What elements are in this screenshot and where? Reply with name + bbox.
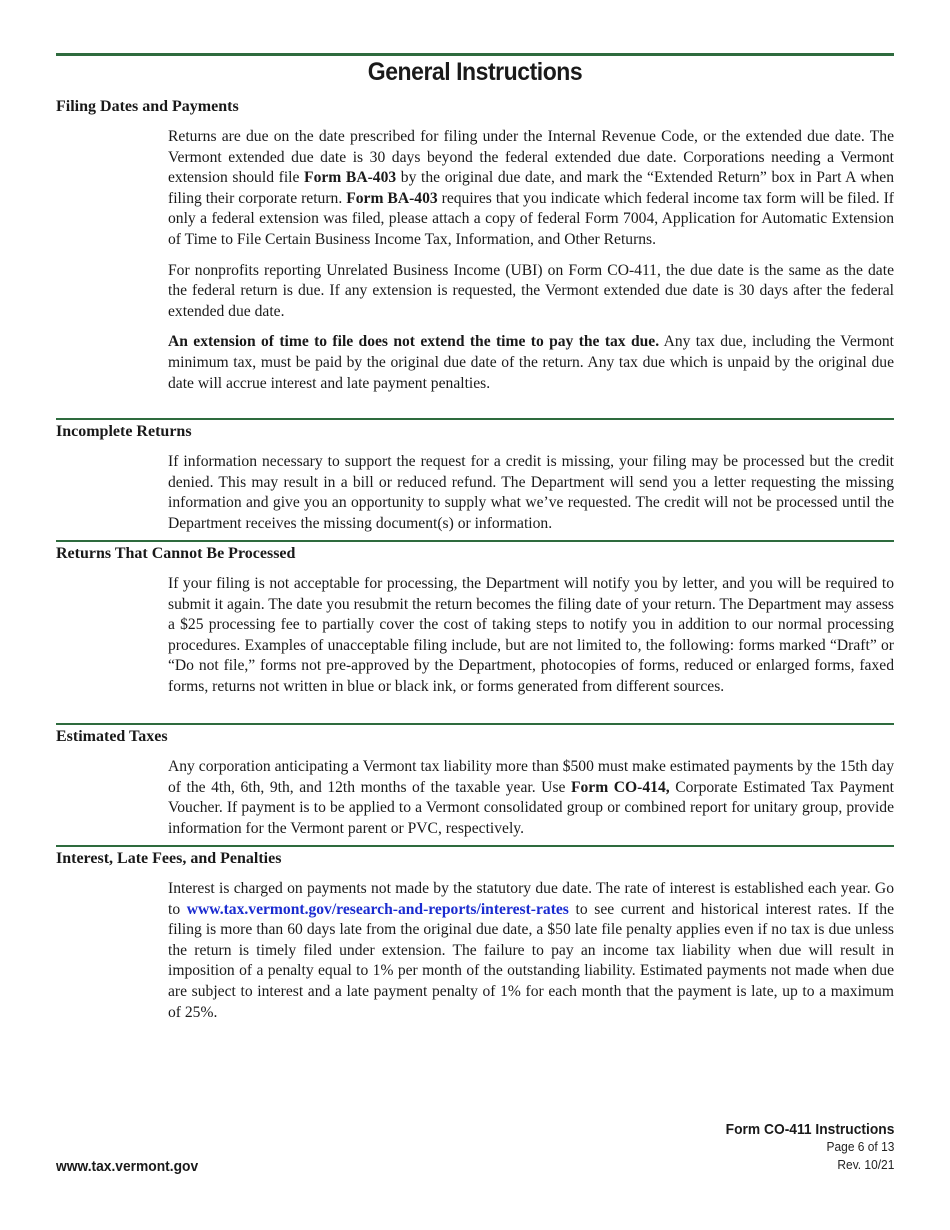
interest-rates-link[interactable]: www.tax.vermont.gov/research-and-reports/interest-rates	[186, 900, 569, 918]
text-run: by the original due date, and mark the “Extended Return” box in Part A when filing their corporate return.	[168, 169, 894, 207]
paragraph: If information necessary to support the request for a credit is missing, your filing may be processed but the credit denied. This may result in a bill or reduced refund. The Department will send you a letter requesting the missing information and give you an opportunity to supply what we’ve requested. The credit will not be processed until the Department receives the missing document(s) or information.	[168, 453, 894, 532]
paragraph: If your filing is not acceptable for processing, the Department will notify you by letter, and you will be required to submit it again. The date you resubmit the return becomes the filing date of your return. The Department may assess a $25 processing fee to partially cover the cost of taking steps to notify you in addition to our normal processing procedures. Examples of unacceptable filing include, but are not limited to, the following: forms marked “Draft” or “Do not file,” forms not pre-approved by the Department, photocopies of forms, reduced or enlarged forms, faxed forms, returns not written in blue or black ink, or forms generated from different sources.	[168, 575, 894, 695]
paragraph	[168, 757, 894, 839]
paragraph	[168, 332, 894, 394]
form-reference: Form BA-403	[346, 189, 438, 207]
page-title: General Instructions	[367, 58, 583, 86]
section-heading: Interest, Late Fees, and Penalties	[56, 850, 282, 867]
text-run: requires that you indicate which federal income tax form will be filed. If only a federal extension was filed, please attach a copy of federal Form 7004, Application for Automatic Extension of Time to File Certain Business Income Tax, Information, and Other Returns.	[168, 189, 894, 248]
section-divider	[56, 540, 894, 542]
section-interest-penalties	[56, 849, 894, 1033]
section-returns-not-processed	[56, 544, 894, 708]
section-divider	[56, 418, 894, 420]
paragraph	[168, 127, 894, 251]
form-reference: Form CO-414,	[570, 778, 670, 796]
paragraph	[168, 879, 894, 1023]
section-heading: Incomplete Returns	[56, 423, 192, 440]
emphasis-text: An extension of time to file does not extend the time to pay the tax due.	[168, 333, 660, 351]
paragraph: For nonprofits reporting Unrelated Business Income (UBI) on Form CO-411, the due date is the same as the date the federal return is due. If any extension is requested, the Vermont extended due date is 30 days after the federal extended due date.	[168, 261, 894, 320]
text-run: Any tax due, including the Vermont minimum tax, must be paid by the original due date of the return. Any tax due which is unpaid by the original due date will accrue interest and late payment penalties.	[168, 333, 894, 392]
footer-page-number: Page 6 of 13	[826, 1139, 894, 1154]
section-filing-dates	[56, 97, 894, 404]
footer-form-title: Form CO-411 Instructions	[725, 1121, 894, 1138]
footer-website: www.tax.vermont.gov	[56, 1158, 199, 1175]
footer-form-info	[711, 1121, 894, 1174]
section-heading: Filing Dates and Payments	[56, 98, 239, 115]
text-run: Any corporation anticipating a Vermont tax liability more than $500 must make estimated payments by the 15th day of the 4th, 6th, 9th, and 12th months of the taxable year. Use	[168, 758, 894, 796]
section-divider	[56, 845, 894, 847]
section-estimated-taxes	[56, 727, 894, 849]
section-incomplete-returns	[56, 422, 894, 544]
text-run: to see current and historical interest rates. If the filing is more than 60 days late from the original due date, a $50 late file penalty applies even if no tax is due unless the return is timely filed under extension. The failure to pay an income tax liability when due will result in imposition of a penalty equal to 1% per month of the outstanding liability. Estimated payments not made when due are subject to interest and a late payment penalty of 1% for each month that the payment is late, up to a maximum of 25%.	[168, 900, 894, 1021]
form-reference: Form BA-403	[304, 169, 397, 187]
text-run: Interest is charged on payments not made by the statutory due date. The rate of interest is established each year. Go to	[168, 880, 894, 918]
text-run: Corporate Estimated Tax Payment Voucher. If payment is to be applied to a Vermont consolidated group or combined report for unitary group, provide information for the Vermont parent or PVC, respectively.	[168, 778, 894, 837]
footer-revision: Rev. 10/21	[837, 1157, 894, 1172]
section-heading: Estimated Taxes	[56, 728, 168, 745]
section-divider	[56, 723, 894, 725]
section-heading: Returns That Cannot Be Processed	[56, 545, 296, 562]
top-rule	[56, 53, 894, 56]
text-run: Returns are due on the date prescribed for filing under the Internal Revenue Code, or the extended due date. The Vermont extended due date is 30 days beyond the federal extended due date. Corporations needing a Vermont extension should file	[168, 128, 894, 187]
